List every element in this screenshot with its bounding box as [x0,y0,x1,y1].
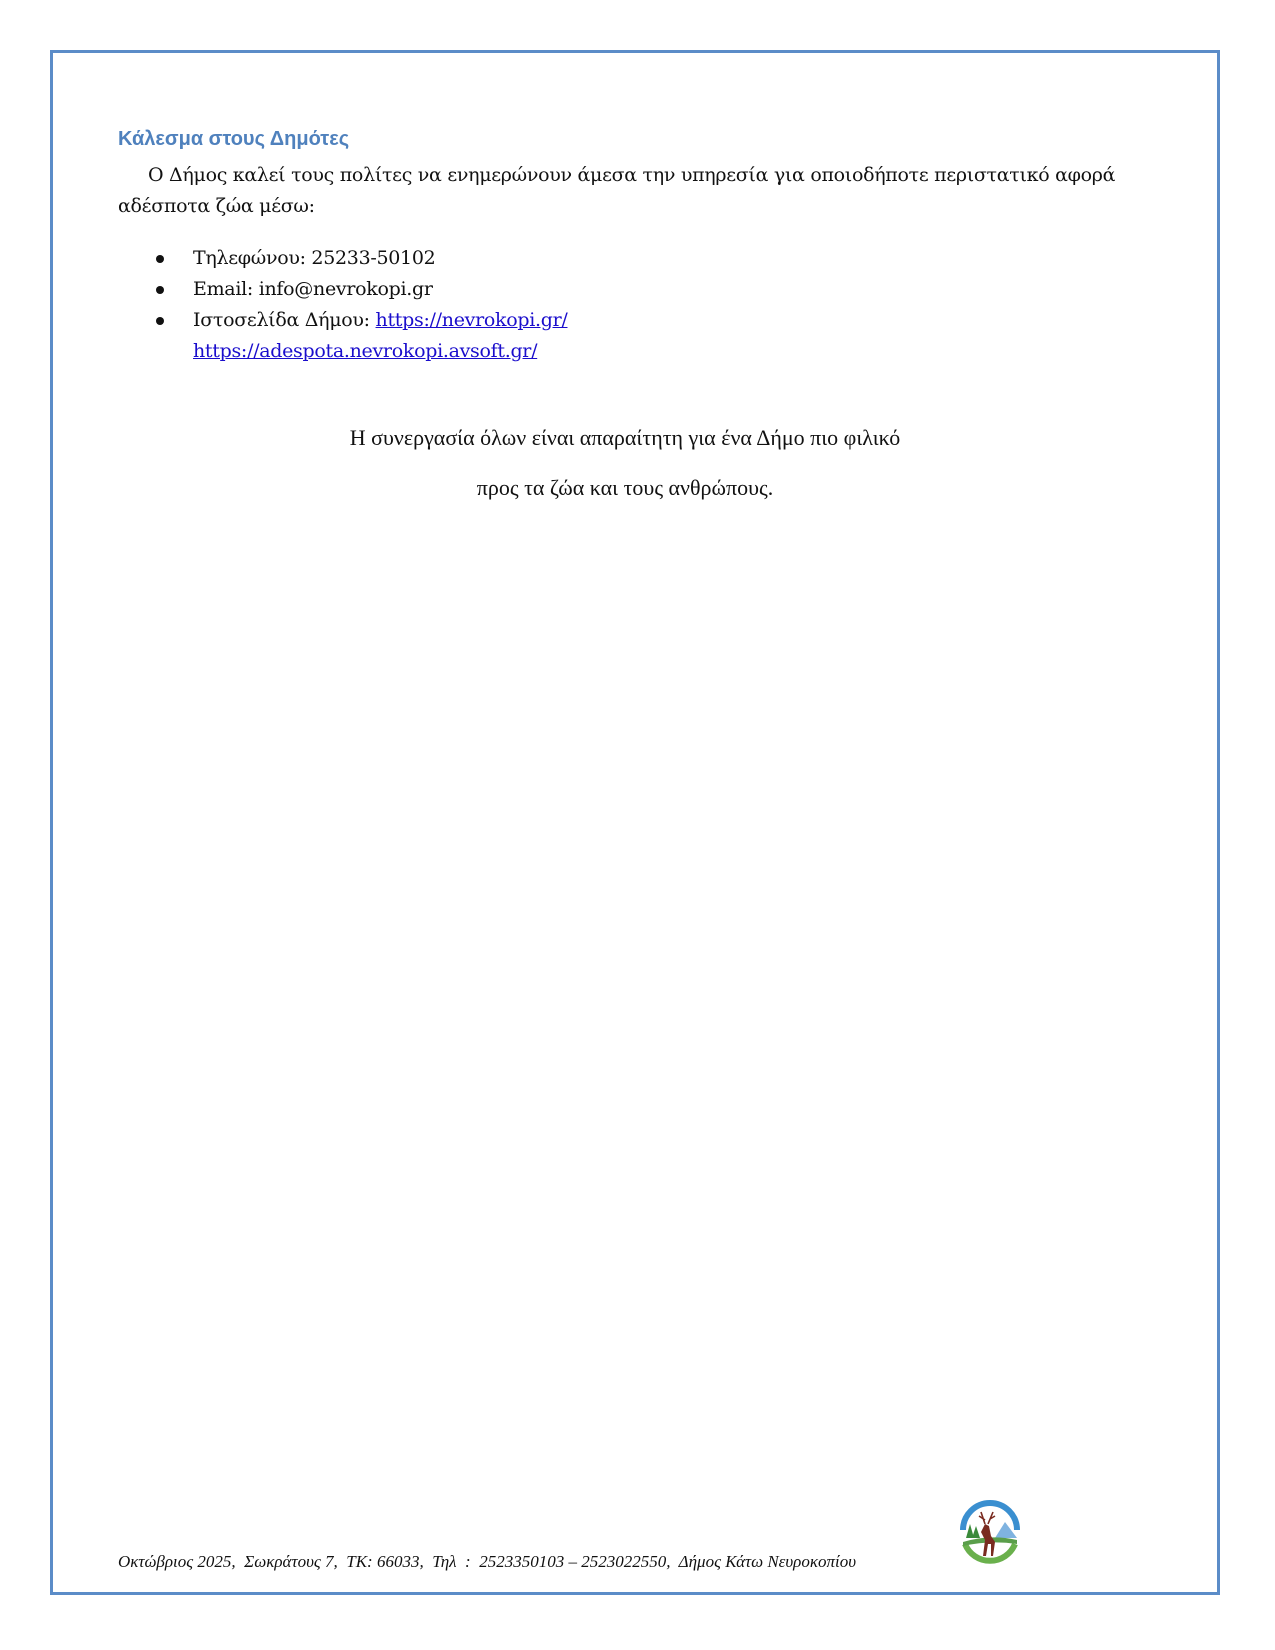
bullet-icon [156,317,164,325]
footer-text: Οκτώβριος 2025, Σωκράτους 7, ΤΚ: 66033, Τηλ : 2523350103 – 2523022550, Δήμος Κάτω Νευροκοπίου [118,1552,857,1571]
bullet-icon [156,255,164,263]
phone-value: 25233-50102 [311,247,436,269]
contact-list [118,243,567,367]
email-value: info@nevrokopi.gr [258,278,433,300]
section-heading: Κάλεσμα στους Δημότες [118,128,350,150]
closing-line-1: Η συνεργασία όλων είναι απαραίτητη για ένα Δήμο πιο φιλικό [349,425,901,450]
website-link-adespota[interactable]: https://adespota.nevrokopi.avsoft.gr/ [193,340,538,362]
phone-label: Τηλεφώνου: [193,247,312,269]
contact-item-phone [118,243,567,274]
closing-line-2: προς τα ζώα και τους ανθρώπους. [476,475,774,500]
bullet-icon [156,286,164,294]
contact-item-email [118,274,567,305]
website-label: Ιστοσελίδα Δήμου: [193,309,376,331]
website-link-main[interactable]: https://nevrokopi.gr/ [375,309,568,331]
email-label: Email: [193,278,259,300]
intro-paragraph: Ο Δήμος καλεί τους πολίτες να ενημερώνουν άμεσα την υπηρεσία για οποιοδήποτε περιστατικό αφορά αδέσποτα ζώα μέσω: [118,164,1116,217]
contact-item-website [118,305,567,367]
municipality-logo-icon [955,1500,1025,1570]
